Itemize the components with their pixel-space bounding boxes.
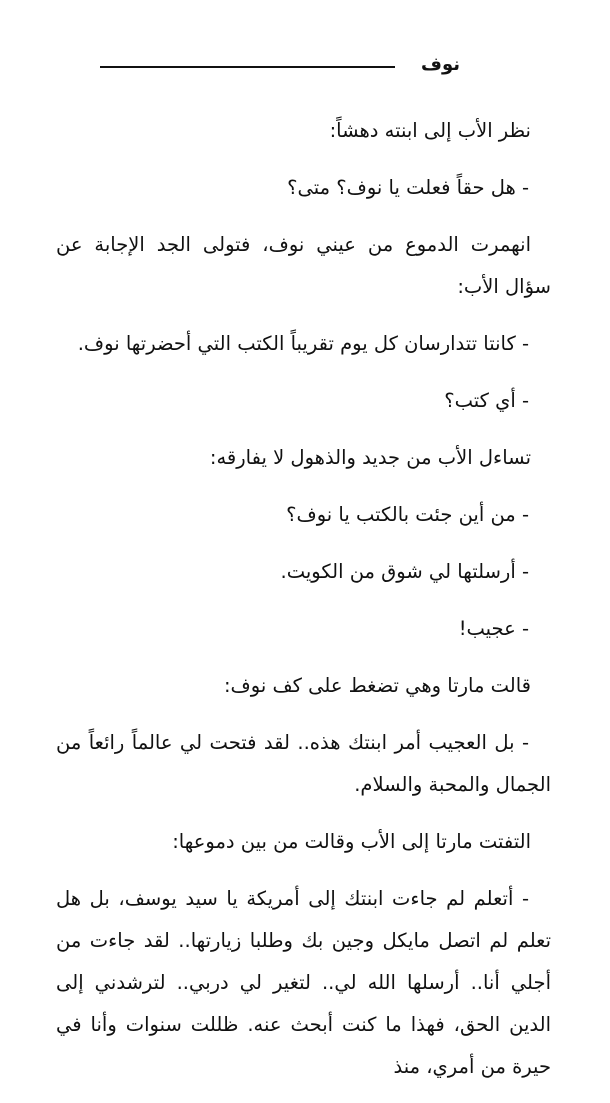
header-title: نوف — [421, 54, 460, 75]
dialog-line: - كانتا تتدارسان كل يوم تقريباً الكتب التي أحضرتها نوف. — [77, 332, 529, 355]
paragraph: التفتت مارتا إلى الأب وقالت من بين دموعها: — [172, 830, 531, 853]
paragraph: قالت مارتا وهي تضغط على كف نوف: — [223, 674, 531, 697]
dialog-line: - بل العجيب أمر ابنتك هذه.. لقد فتحت لي عالماً رائعاً من الجمال والمحبة والسلام. — [56, 731, 551, 796]
dialog-line: - أتعلم لم جاءت ابنتك إلى أمريكة يا سيد يوسف، بل هل تعلم لم اتصل مايكل وجين بك وطلبا زيارتها.. لقد جاءت من أجلي أنا.. أرسلها الله لي.. لتغير لي دربي.. لترشدني إلى الدين الحق، فهذا ما كنت أبحث عنه. ظللت سنوات وأنا في حيرة من أمري، منذ — [56, 887, 551, 1078]
body-text — [56, 110, 551, 1103]
dialog-line: - عجيب! — [458, 617, 529, 640]
dialog-line: - أي كتب؟ — [444, 389, 529, 412]
dialog-line: - هل حقاً فعلت يا نوف؟ متى؟ — [287, 176, 529, 199]
paragraph: نظر الأب إلى ابنته دهشاً: — [329, 119, 531, 142]
paragraph: انهمرت الدموع من عيني نوف، فتولى الجد الإجابة عن سؤال الأب: — [56, 233, 551, 298]
dialog-line: - من أين جئت بالكتب يا نوف؟ — [286, 503, 529, 526]
header-rule — [100, 66, 395, 68]
running-header — [60, 50, 460, 80]
dialog-line: - أرسلتها لي شوق من الكويت. — [280, 560, 529, 583]
paragraph: تساءل الأب من جديد والذهول لا يفارقه: — [209, 446, 531, 469]
